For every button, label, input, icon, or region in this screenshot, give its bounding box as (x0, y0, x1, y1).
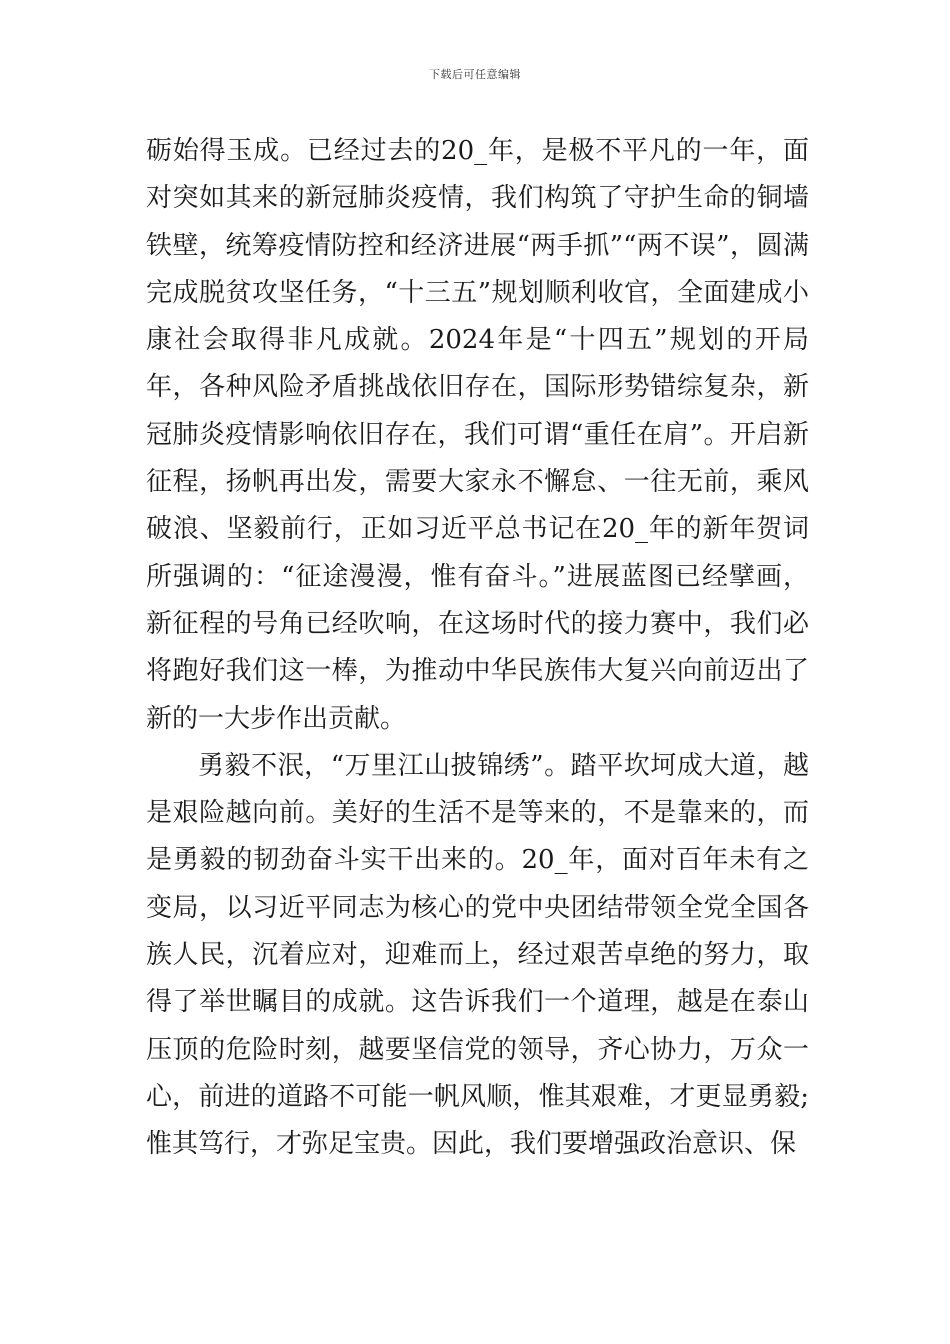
paragraph-1: 砺始得玉成。已经过去的20_年，是极不平凡的一年，面对突如其来的新冠肺炎疫情，我们构筑了守护生命的铜墙铁壁，统筹疫情防控和经济进展“两手抓”“两不误”，圆满完成脱贫攻坚任务，“十三五”规划顺利收官，全面建成小康社会取得非凡成就。2024年是“十四五”规划的开局年，各种风险矛盾挑战依旧存在，国际形势错综复杂，新冠肺炎疫情影响依旧存在，我们可谓“重任在肩”。开启新征程，扬帆再出发，需要大家永不懈怠、一往无前，乘风破浪、坚毅前行，正如习近平总书记在20_年的新年贺词所强调的：“征途漫漫，惟有奋斗。”进展蓝图已经擘画，新征程的号角已经吹响，在这场时代的接力赛中，我们必将跑好我们这一棒，为推动中华民族伟大复兴向前迈出了新的一大步作出贡献。 (146, 136, 809, 734)
paragraph-2: 勇毅不泯，“万里江山披锦绣”。踏平坎坷成大道，越是艰险越向前。美好的生活不是等来的，不是靠来的，而是勇毅的韧劲奋斗实干出来的。20_年，面对百年未有之变局，以习近平同志为核心的党中央团结带领全党全国各族人民，沉着应对，迎难而上，经过艰苦卓绝的努力，取得了举世瞩目的成就。这告诉我们一个道理，越是在泰山压顶的危险时刻，越要坚信党的领导，齐心协力，万众一心，前进的道路不可能一帆风顺，惟其艰难，才更显勇毅;惟其笃行，才弥足宝贵。因此，我们要增强政治意识、保 (146, 750, 809, 1160)
document-body (146, 128, 809, 1169)
page-header: 下载后可任意编辑 (429, 68, 521, 81)
